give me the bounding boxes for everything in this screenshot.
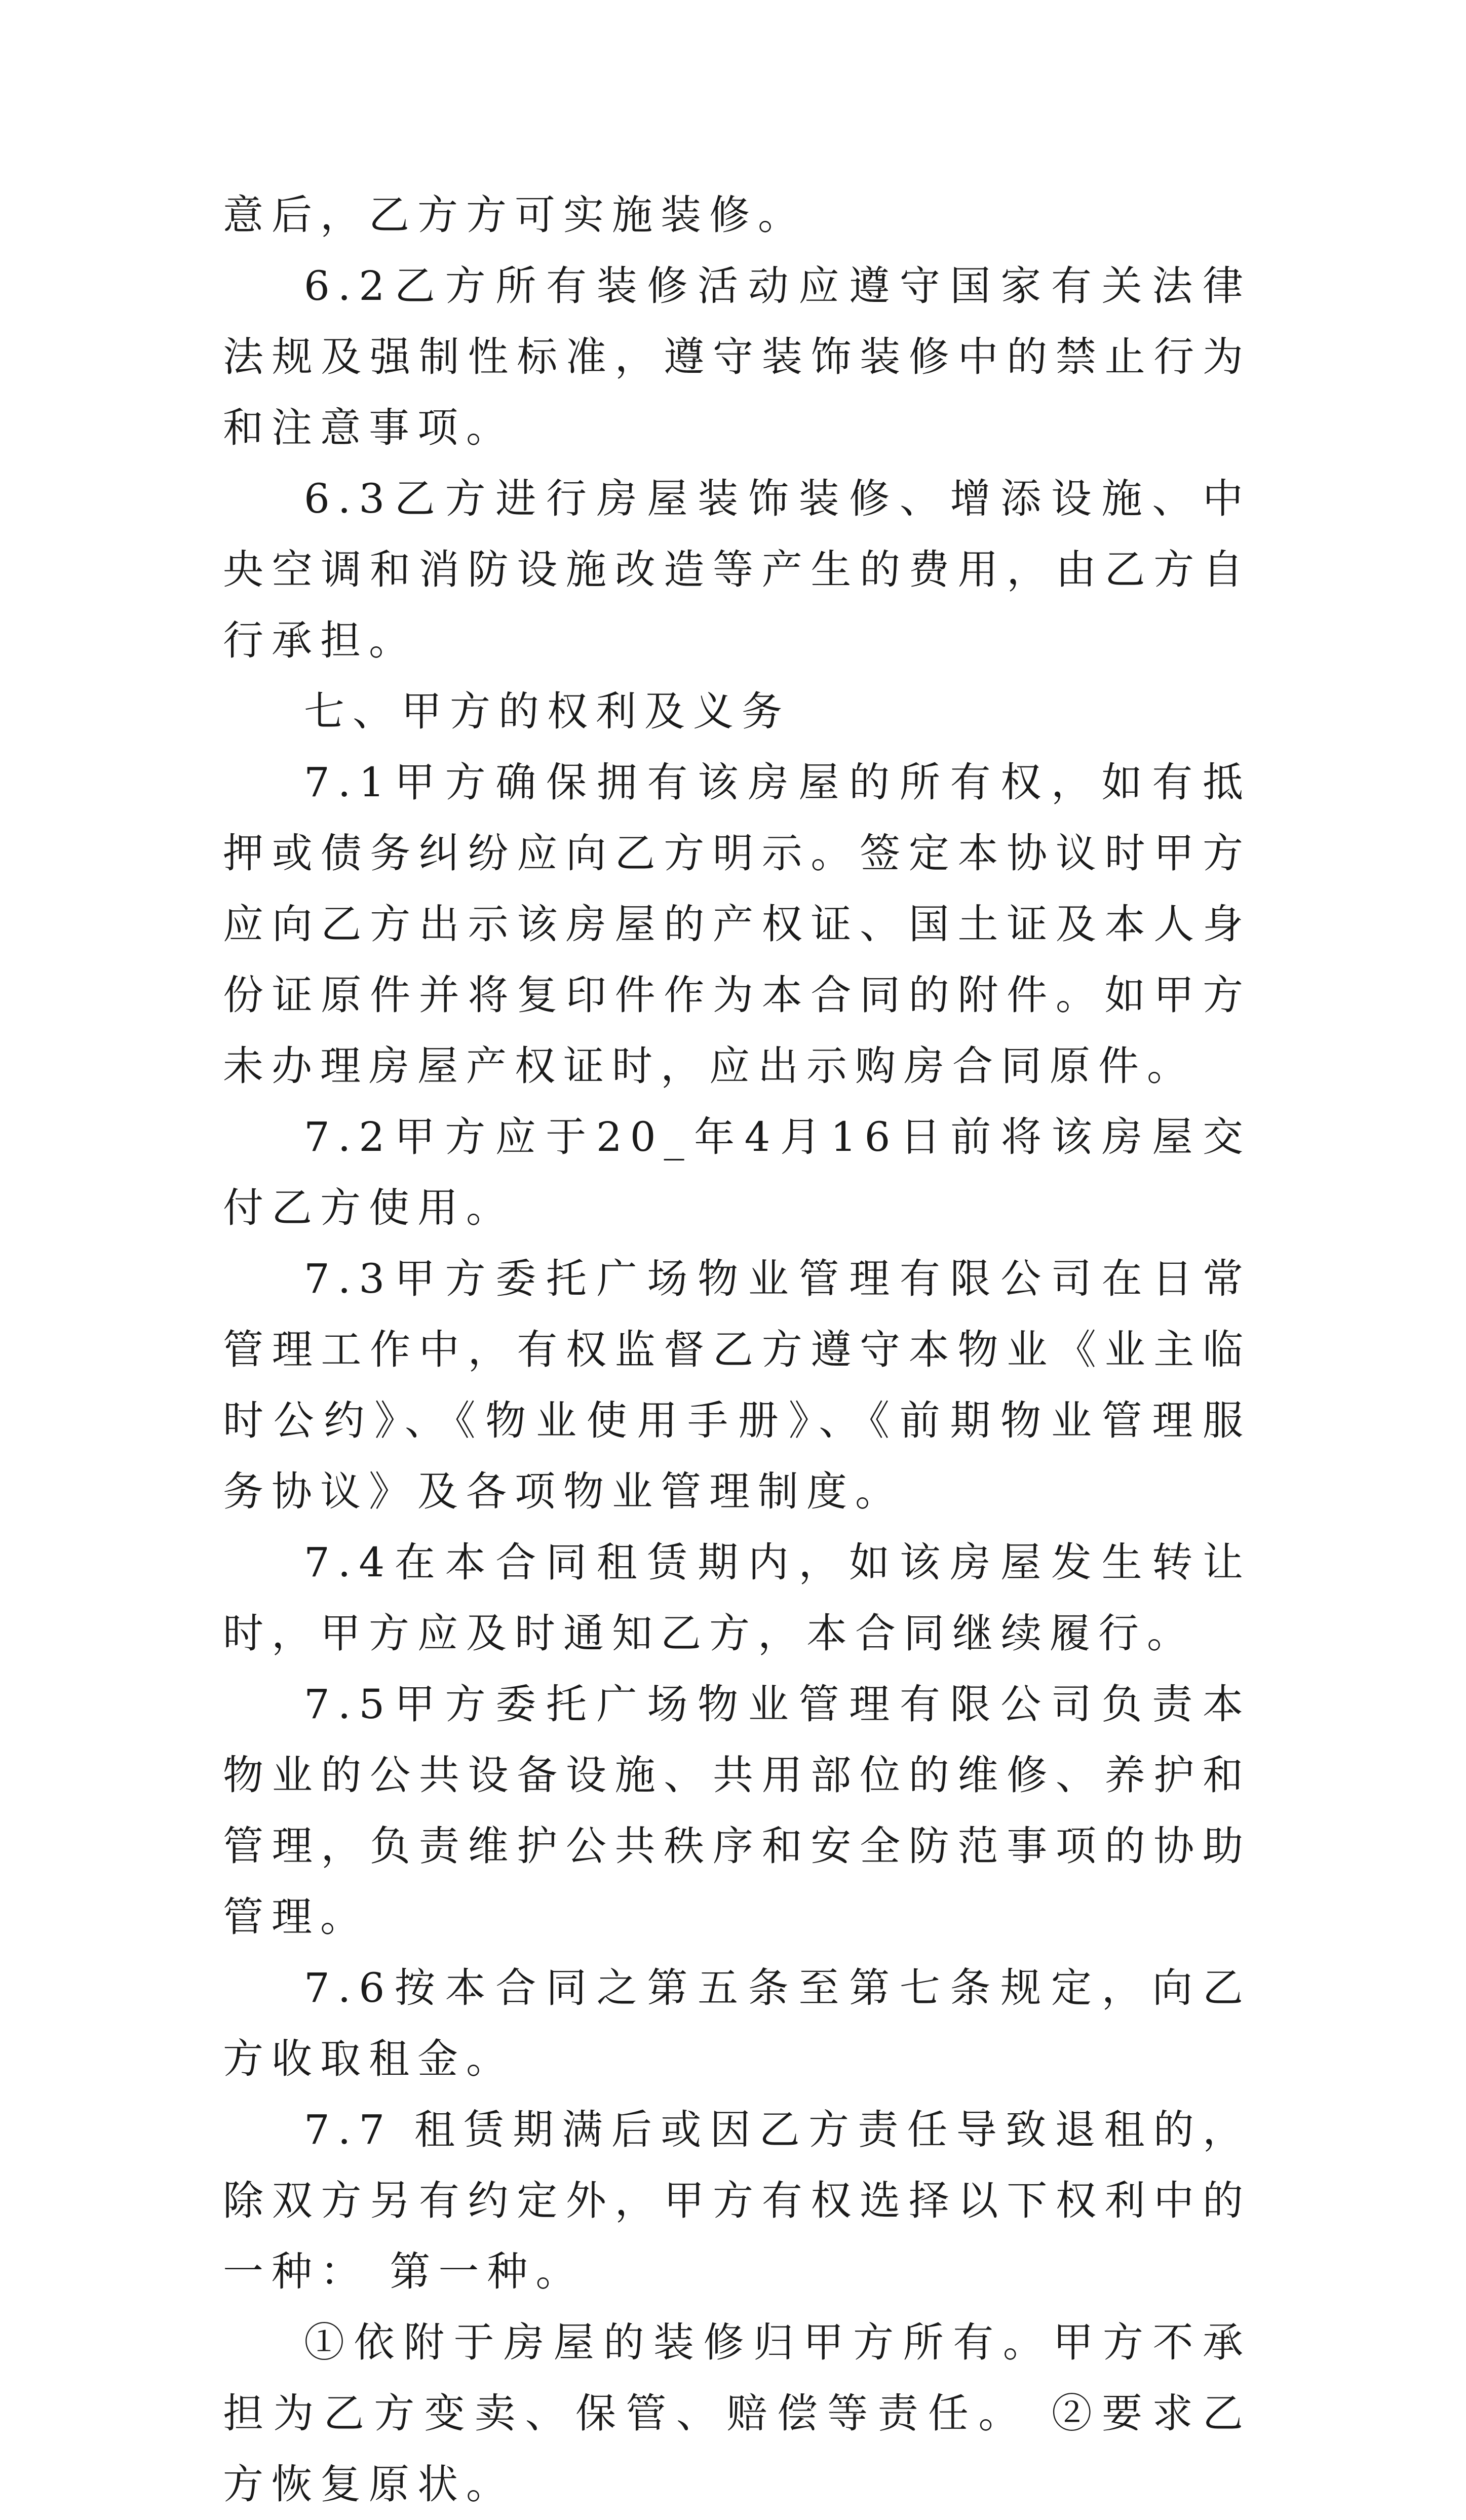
paragraph-6-3: 6.3乙方进行房屋装饰装修、增添设施、中央空调和消防设施改造等产生的费用，由乙方自行承担。 <box>223 475 1251 664</box>
paragraph-7-3: 7.3甲方委托广场物业管理有限公司在日常管理工作中，有权监督乙方遵守本物业《业主临时公约》、《物业使用手册》、《前期物业管理服务协议》及各项物业管理制度。 <box>223 1255 1251 1515</box>
paragraph-1: 意后，乙方方可实施装修。 <box>223 191 806 239</box>
paragraph-7-1: 7.1甲方确保拥有该房屋的所有权，如有抵押或债务纠纷应向乙方明示。签定本协议时甲方应向乙方出示该房屋的产权证、国土证及本人身份证原件并将复印件作为本合同的附件。如甲方未办理房屋产权证时，应出示购房合同原件。 <box>223 759 1251 1090</box>
paragraph-7-4: 7.4在本合同租赁期内，如该房屋发生转让时，甲方应及时通知乙方，本合同继续履行。 <box>223 1539 1251 1657</box>
paragraph-7-5: 7.5甲方委托广场物业管理有限公司负责本物业的公共设备设施、共用部位的维修、养护和管理，负责维护公共秩序和安全防范事项的协助管理。 <box>223 1681 1251 1941</box>
paragraph-7-6: 7.6按本合同之第五条至第七条规定，向乙方收取租金。 <box>223 1964 1251 2082</box>
paragraph-7-7: 7.7 租赁期满后或因乙方责任导致退租的，除双方另有约定外，甲方有权选择以下权利中的一种： 第一种。 <box>223 2106 1251 2295</box>
paragraph-option-list: ①依附于房屋的装修归甲方所有。甲方不承担为乙方变卖、保管、赔偿等责任。 ②要求乙方恢复原状。 <box>223 2319 1251 2508</box>
paragraph-7-2: 7.2甲方应于20_年4月16日前将该房屋交付乙方使用。 <box>223 1113 1251 1231</box>
section-heading-7: 七、甲方的权利及义务 <box>304 688 790 735</box>
paragraph-6-2: 6.2乙方所有装修活动应遵守国家有关法律法规及强制性标准，遵守装饰装修中的禁止行为和注意事项。 <box>223 262 1251 451</box>
document-body <box>223 180 1251 2520</box>
